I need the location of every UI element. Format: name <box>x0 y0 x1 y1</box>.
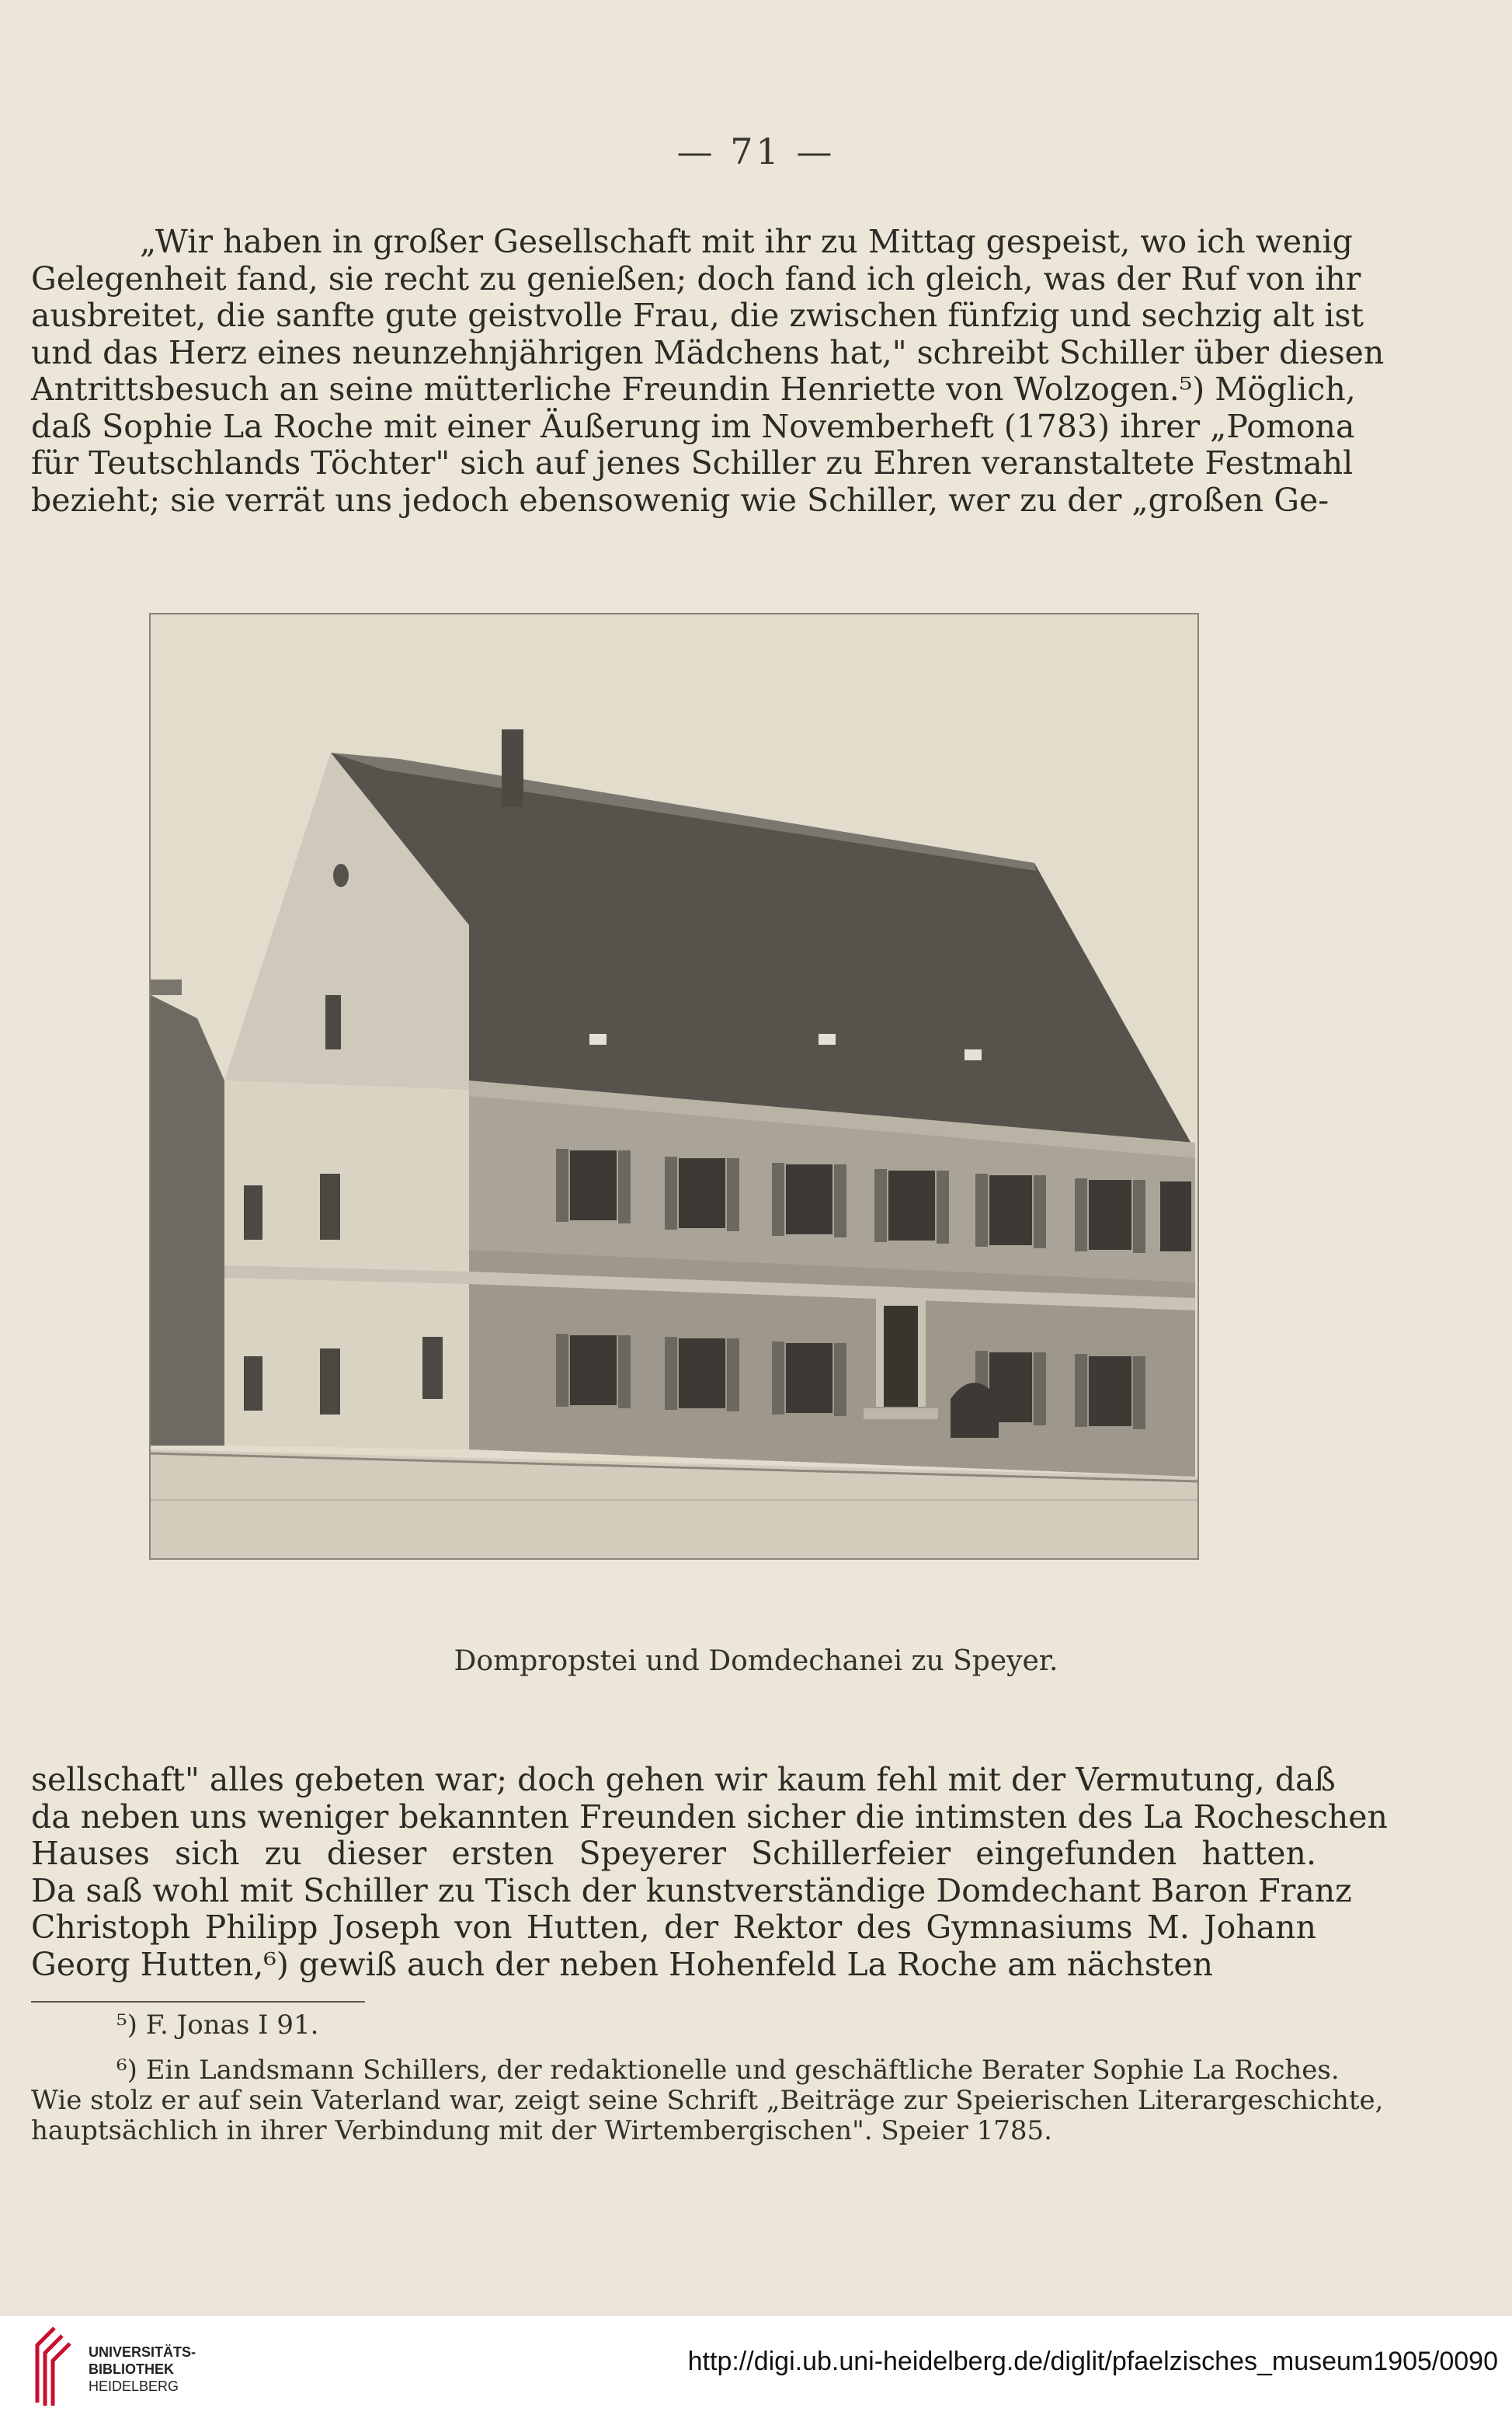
text-line: bezieht; sie verrät uns jedoch ebensowenig wie Schiller, wer zu der „großen Ge- <box>31 481 1330 519</box>
footnote-separator <box>31 2001 365 2003</box>
building-photograph <box>149 613 1199 1560</box>
text-line: „Wir haben in großer Gesellschaft mit ihr zu Mittag gespeist, wo ich wenig <box>140 223 1353 260</box>
text-line: und das Herz eines neunzehnjährigen Mädchens hat," schreibt Schiller über diesen <box>31 333 1385 371</box>
footnote-6 <box>31 2055 1384 2146</box>
text-line: Da saß wohl mit Schiller zu Tisch der kunstverständige Domdechant Baron Franz <box>31 1871 1352 1909</box>
text-line: Georg Hutten,⁶) gewiß auch der neben Hohenfeld La Roche am nächsten <box>31 1945 1214 1983</box>
text-line: Christoph Philipp Joseph von Hutten, der Rektor des Gymnasiums M. Johann <box>31 1909 1316 1946</box>
library-logo-icon <box>31 2325 76 2409</box>
text-line: da neben uns weniger bekannten Freunden sicher die intimsten des La Rocheschen <box>31 1797 1388 1836</box>
footnote-text: ⁵) F. Jonas I 91. <box>116 2010 319 2041</box>
footnote-text: Wie stolz er auf sein Vaterland war, zeigt seine Schrift „Beiträge zur Speierischen Literargeschichte, <box>31 2085 1384 2116</box>
library-name-line: HEIDELBERG <box>89 2379 179 2394</box>
text-line: Gelegenheit fand, sie recht zu genießen; doch fand ich gleich, was der Ruf von ihr <box>31 259 1361 298</box>
footnote-text: hauptsächlich in ihrer Verbindung mit der Wirtembergischen". Speier 1785. <box>31 2115 1052 2146</box>
library-name-line: UNIVERSITÄTS- <box>89 2344 196 2360</box>
page-number: — 71 — <box>676 130 836 172</box>
text-line: Antrittsbesuch an seine mütterliche Freundin Henriette von Wolzogen.⁵) Möglich, <box>31 371 1356 408</box>
library-name <box>89 2344 196 2395</box>
permalink-url[interactable]: http://digi.ub.uni-heidelberg.de/diglit/pfaelzisches_museum1905/0090 <box>687 2347 1498 2376</box>
text-line: ausbreitet, die sanfte gute geistvolle Frau, die zwischen fünfzig und sechzig alt ist <box>31 297 1364 334</box>
figure-caption: Dompropstei und Domdechanei zu Speyer. <box>454 1645 1058 1677</box>
text-line: daß Sophie La Roche mit einer Äußerung im Novemberheft (1783) ihrer „Pomona <box>31 407 1355 445</box>
library-name-line: BIBLIOTHEK <box>89 2361 174 2377</box>
footnote-text: ⁶) Ein Landsmann Schillers, der redaktionelle und geschäftliche Berater Sophie La Roches. <box>116 2055 1340 2086</box>
paragraph-2 <box>31 1761 1388 1983</box>
paragraph-1 <box>31 223 1385 519</box>
text-line: sellschaft" alles gebeten war; doch gehen wir kaum fehl mit der Vermutung, daß <box>31 1761 1336 1798</box>
text-line: für Teutschlands Töchter" sich auf jenes Schiller zu Ehren veranstaltete Festmahl <box>31 444 1354 482</box>
viewer-footer <box>0 2315 1512 2422</box>
footnote-5 <box>31 2010 1402 2041</box>
text-line: Hauses sich zu dieser ersten Speyerer Schillerfeier eingefunden hatten. <box>31 1835 1316 1872</box>
